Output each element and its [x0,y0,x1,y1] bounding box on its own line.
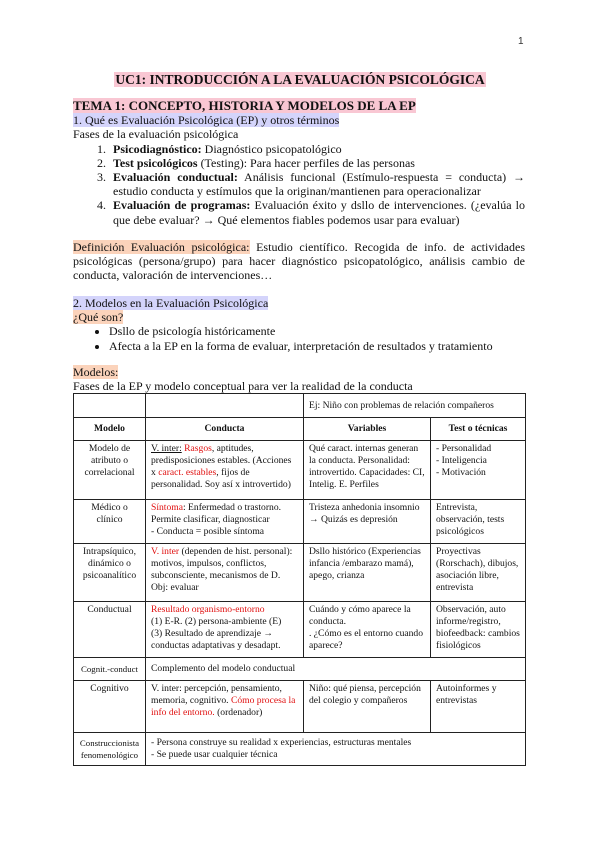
cell-text: V. inter: [151,443,182,454]
conducta-cell [146,733,526,766]
tema-heading: TEMA 1: CONCEPTO, HISTORIA Y MODELOS DE LA EP [73,98,416,113]
cell-text: - Personalidad [436,443,492,454]
tests-cell [431,544,526,602]
definition-text: Estudio científico. Recogida de info. de actividades psicológicas (persona/grupo) para hacer diagnóstico psicopatológico, análisis cambio de conducta, valoración de intervenciones… [73,240,525,283]
table-row [74,681,526,733]
model-cell: Intrapsíquico, dinámico o psicoanalítico [74,544,146,602]
cell-text: → Quizás es depresión [309,514,398,525]
models-intro: Fases de la EP y modelo conceptual para ver la realidad de la conducta [73,379,413,394]
bullet-list [73,324,525,352]
cell-text: Autoinformes y entrevistas [436,683,497,706]
model-cell: Cognitivo [74,681,146,733]
model-cell: Construccionista fenomenológico [74,733,146,766]
model-cell: Modelo de atributo o correlacional [74,441,146,500]
question-label: ¿Qué son? [73,310,124,325]
table-row [74,602,526,658]
highlighted-text: Rasgos [184,443,212,454]
tests-cell [431,681,526,733]
cell-text: Observación, auto informe/registro, biofeedback: cambios fisiológicos [436,604,520,651]
list-item: 4. Evaluación de programas: Evaluación éxito y dsllo de intervenciones. (¿evalúa lo que debe evaluar? → Qué elementos fiables podemos usar para evaluar) [109,198,525,226]
document-title [0,72,600,88]
header-conducta: Conducta [146,418,304,441]
list-item: • Afecta a la EP en la forma de evaluar, interpretación de resultados y tratamiento [109,339,525,353]
table-row [74,441,526,500]
cell-text: (ordenador) [214,707,263,718]
conducta-cell [146,602,304,658]
section-1 [73,99,525,227]
models-label: Modelos: [73,364,119,379]
highlighted-text: V. inter [151,546,180,557]
cell-text: - Persona construye su realidad x experiencias, estructuras mentales [151,737,412,748]
section-1-heading: 1. Qué es Evaluación Psicológica (EP) y otros términos [73,113,340,128]
cell-text: , fijos de personalidad. Soy así x introvertido) [151,467,291,490]
page-number: 1 [518,36,524,47]
table-row [74,733,526,766]
highlighted-text: Síntoma [151,502,183,513]
conducta-cell [146,500,304,544]
cell-text: Complemento del modelo conductual [151,663,296,674]
cell-text: Cuándo y cómo aparece la conducta. [309,604,411,627]
cell-text: Proyectivas (Rorschach), dibujos, asociación libre, entrevista [436,546,519,593]
cell-text: - Conducta = posible síntoma [151,526,265,537]
table-row [74,544,526,602]
phases-intro: Fases de la evaluación psicológica [73,127,239,142]
definition-label: Definición Evaluación psicológica: [73,240,250,254]
cell-text: V. inter: percepción, pensamiento, memoria, cognitivo. [151,683,282,706]
cell-text: - Inteligencia [436,455,487,466]
header-variables: Variables [304,418,431,441]
models-table [73,393,526,766]
example-cell: Ej: Niño con problemas de relación compañeros [304,394,526,418]
variables-cell [304,441,431,500]
cell-text: - Motivación [436,467,486,478]
header-modelo: Modelo [74,418,146,441]
variables-cell [304,544,431,602]
cell-text: . ¿Cómo es el entorno cuando aparece? [309,628,424,651]
model-cell: Cognit.-conduct [74,658,146,681]
cell-text: (dependen de hist. personal): motivos, impulsos, conflictos, subconsciente, mecanismos de D. Obj: evaluar [151,546,293,593]
conducta-cell [146,681,304,733]
conducta-cell [146,658,526,681]
cell-text: Tristeza anhedonia insomnio [309,502,420,513]
table-row [74,658,526,681]
list-item: 1. Psicodiagnóstico: Diagnóstico psicopatológico [109,142,525,156]
cell-text: : Enfermedad o trastorno. Permite clasificar, diagnosticar [151,502,282,525]
definition-paragraph [73,240,525,283]
title-text: UC1: INTRODUCCIÓN A LA EVALUACIÓN PSICOLÓGICA [115,72,485,87]
cell-text: Qué caract. internas generan la conducta. Personalidad: introvertido. Capacidades: CI, Intelig. E. Perfiles [309,443,425,490]
conducta-cell [146,441,304,500]
model-cell: Conductual [74,602,146,658]
list-item: • Dsllo de psicología históricamente [109,324,525,338]
phases-list [73,142,525,227]
section-2 [73,296,525,393]
list-item: 2. Test psicológicos (Testing): Para hacer perfiles de las personas [109,156,525,170]
section-2-heading: 2. Modelos en la Evaluación Psicológica [73,296,269,310]
header-tests: Test o técnicas [431,418,526,441]
conducta-cell [146,544,304,602]
tests-cell [431,500,526,544]
model-cell: Médico o clínico [74,500,146,544]
list-item: 3. Evaluación conductual: Análisis funcional (Estímulo-respuesta = conducta) → estudio conducta y estímulos que la originan/mantienen para operacionalizar [109,170,525,198]
variables-cell [304,681,431,733]
variables-cell [304,500,431,544]
cell-text: - Se puede usar cualquier técnica [151,749,278,760]
table-row [74,500,526,544]
highlighted-text: Cómo procesa la info del entorno. [151,695,296,718]
highlighted-text: Resultado organismo-entorno [151,604,265,615]
tests-cell [431,602,526,658]
tests-cell [431,441,526,500]
cell-text: Dsllo histórico (Experiencias infancia /embarazo mamá), apego, crianza [309,546,421,581]
highlighted-text: caract. estables [158,467,217,478]
cell-text: , aptitudes, predisposiciones estables. (Acciones x [151,443,292,478]
cell-text: Entrevista, observación, tests psicológicos [436,502,505,537]
cell-text: (3) Resultado de aprendizaje → conductas adaptativas y desadapt. [151,628,281,651]
variables-cell [304,602,431,658]
cell-text: (1) E-R. (2) persona-ambiente (E) [151,616,282,627]
cell-text: Niño: qué piensa, percepción del colegio y compañeros [309,683,421,706]
